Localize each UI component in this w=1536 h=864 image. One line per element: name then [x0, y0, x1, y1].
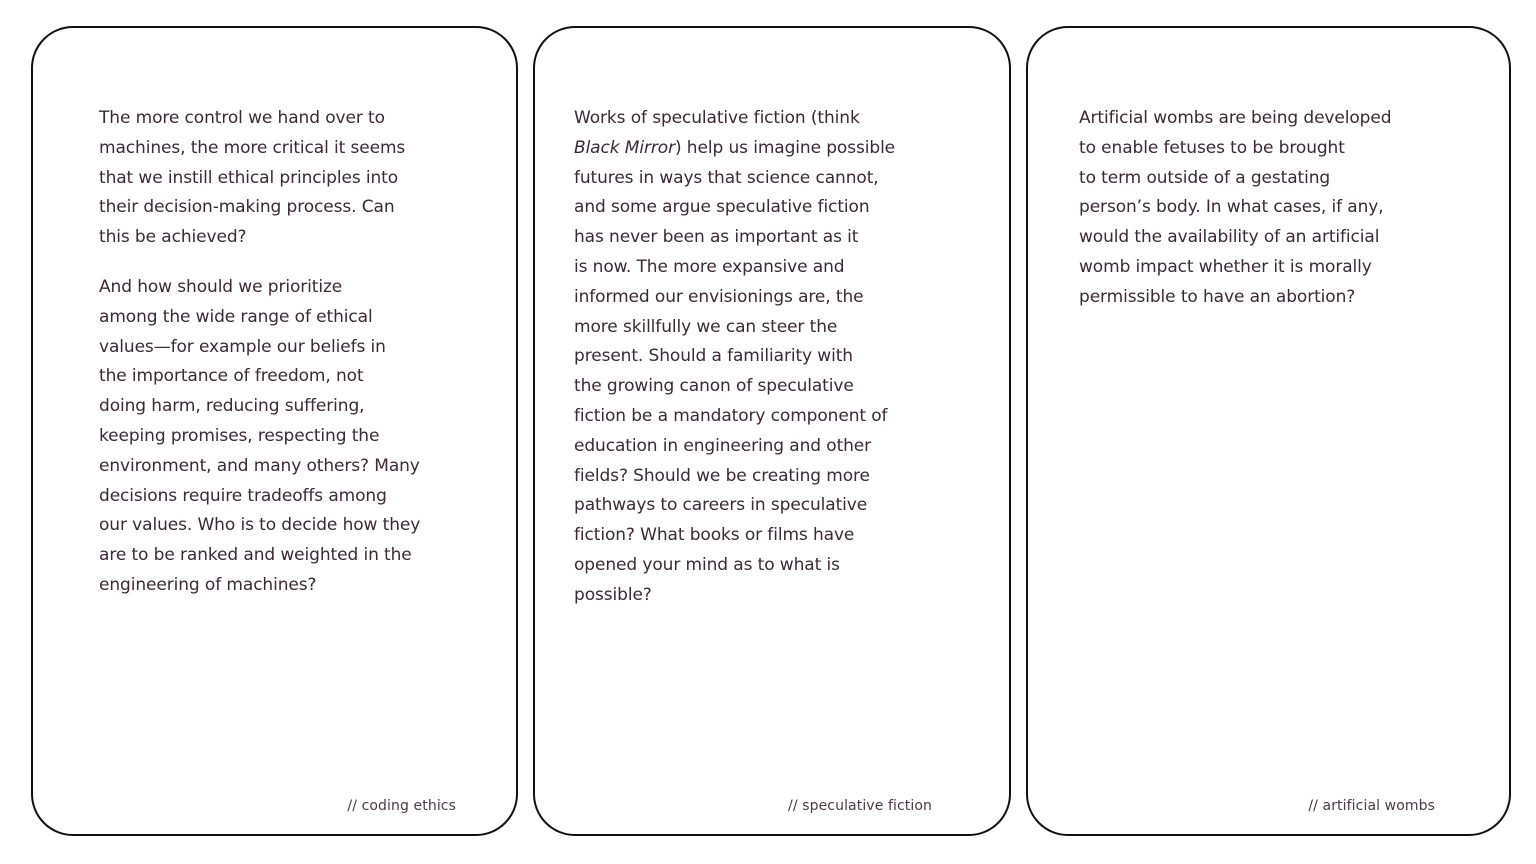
text-line: has never been as important as it: [574, 227, 859, 248]
text-line: And how should we prioritize: [99, 276, 343, 297]
text-line: this be achieved?: [99, 227, 247, 248]
text-line: engineering of machines?: [99, 574, 317, 595]
text-line: informed our envisionings are, the: [574, 286, 864, 307]
card-tag: // coding ethics: [347, 798, 456, 814]
text-line: and some argue speculative fiction: [574, 197, 870, 218]
text-line: permissible to have an abortion?: [1079, 286, 1356, 307]
text-line: environment, and many others? Many: [99, 455, 420, 476]
card-body: [99, 104, 494, 601]
text-line: fiction? What books or films have: [574, 525, 855, 546]
text-line: fiction be a mandatory component of: [574, 405, 888, 426]
text-line: possible?: [574, 584, 652, 605]
text-line: their decision-making process. Can: [99, 197, 395, 218]
text-line: The more control we hand over to: [99, 108, 385, 128]
text-line: more skillfully we can steer the: [574, 316, 838, 337]
text-line: that we instill ethical principles into: [99, 167, 399, 188]
text-line: to enable fetuses to be brought: [1079, 137, 1345, 158]
text-line: opened your mind as to what is: [574, 554, 840, 575]
text-line: present. Should a familiarity with: [574, 346, 853, 367]
card-artificial-wombs: [1026, 26, 1511, 836]
text-line: futures in ways that science cannot,: [574, 167, 879, 188]
text-line: is now. The more expansive and: [574, 256, 845, 277]
card-body: [574, 104, 974, 611]
text-line: education in engineering and other: [574, 435, 872, 456]
paragraph: [574, 104, 974, 611]
card-tag: // artificial wombs: [1308, 798, 1435, 814]
text-line: Works of speculative fiction (think: [574, 108, 860, 128]
text-line: decisions require tradeoffs among: [99, 485, 387, 506]
text-line: the importance of freedom, not: [99, 366, 364, 387]
text-line: are to be ranked and weighted in the: [99, 545, 412, 566]
text-line: values—for example our beliefs in: [99, 336, 386, 357]
text-line: [574, 134, 974, 164]
paragraph: [99, 273, 494, 601]
text-line: keeping promises, respecting the: [99, 425, 380, 446]
text-line: Artificial wombs are being developed: [1079, 108, 1392, 128]
italic-title: Black Mirror: [574, 137, 675, 158]
text-line: would the availability of an artificial: [1079, 227, 1380, 248]
text-line: fields? Should we be creating more: [574, 465, 870, 486]
card-tag: // speculative fiction: [788, 798, 932, 814]
text-line: to term outside of a gestating: [1079, 167, 1331, 188]
text-line: womb impact whether it is morally: [1079, 256, 1372, 277]
text-line: among the wide range of ethical: [99, 306, 373, 327]
card-coding-ethics: [31, 26, 518, 836]
text-fragment: ) help us imagine possible: [674, 137, 896, 158]
card-body: [1079, 104, 1484, 313]
paragraph: [1079, 104, 1484, 313]
text-line: person’s body. In what cases, if any,: [1079, 197, 1384, 218]
text-line: our values. Who is to decide how they: [99, 515, 421, 536]
paragraph: [99, 104, 494, 253]
card-speculative-fiction: [533, 26, 1011, 836]
text-line: doing harm, reducing suffering,: [99, 396, 365, 417]
text-line: the growing canon of speculative: [574, 376, 854, 397]
text-line: machines, the more critical it seems: [99, 137, 406, 158]
text-line: pathways to careers in speculative: [574, 495, 868, 516]
